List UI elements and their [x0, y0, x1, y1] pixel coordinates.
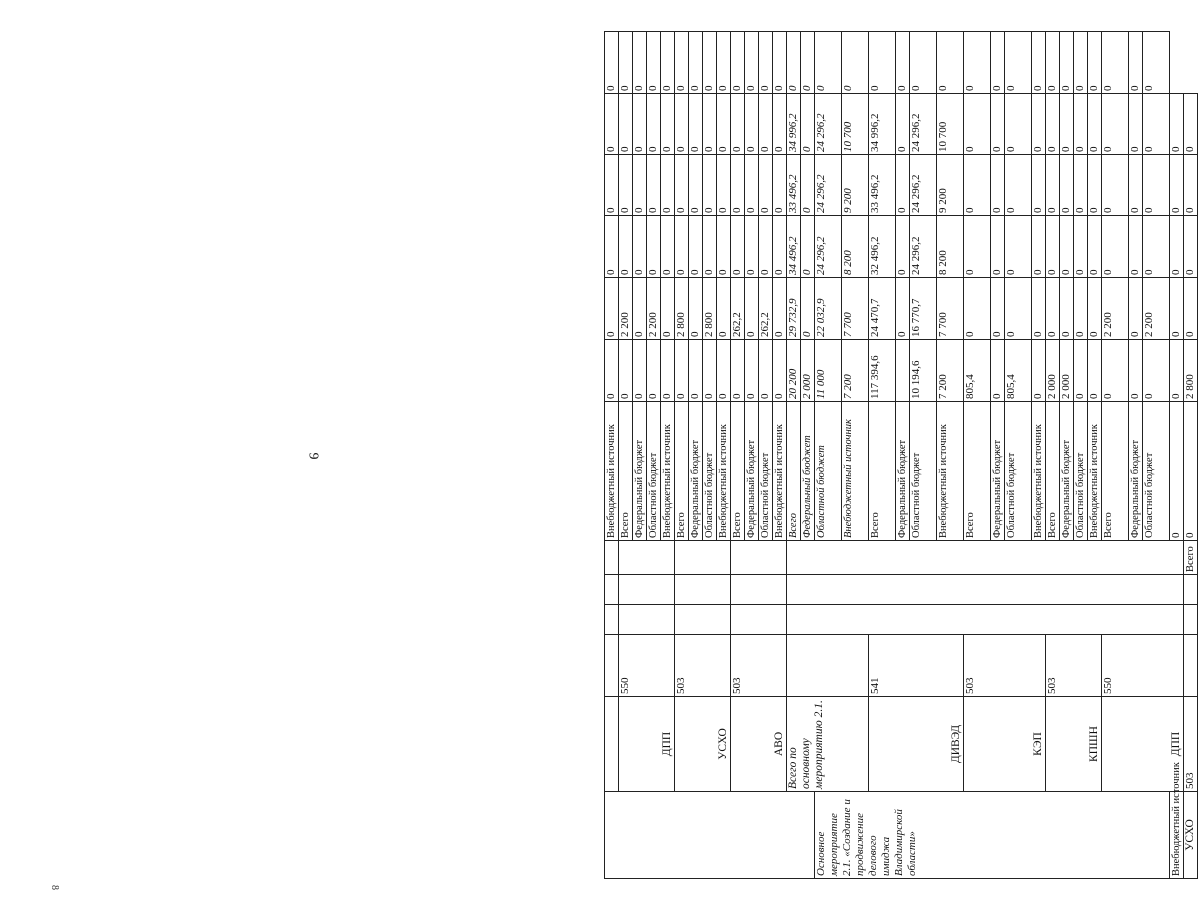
blank-cell — [1184, 605, 1198, 635]
value-cell: 0 — [1129, 278, 1143, 340]
value-cell: 0 — [1184, 94, 1198, 155]
source-cell: Областной бюджет — [910, 402, 937, 541]
value-cell: 0 — [647, 155, 661, 216]
blank-cell — [605, 575, 619, 605]
value-cell: 0 — [745, 340, 759, 402]
value-cell: 0 — [703, 155, 717, 216]
source-cell: Областной бюджет — [1074, 402, 1088, 541]
value-cell: 0 — [1129, 155, 1143, 216]
source-cell: Всего — [1102, 402, 1129, 541]
value-cell: 0 — [717, 94, 731, 155]
source-cell: Внебюджетный источник — [1170, 792, 1184, 879]
value-cell: 0 — [1184, 155, 1198, 216]
value-cell: 0 — [1032, 216, 1046, 278]
value-cell: 805,4 — [964, 340, 991, 402]
value-cell: 0 — [1074, 340, 1088, 402]
value-cell: 0 — [1088, 340, 1102, 402]
value-cell: 0 — [745, 32, 759, 94]
value-cell: 0 — [815, 32, 842, 94]
source-cell: Внебюджетный источник — [717, 402, 731, 541]
source-cell: Федеральный бюджет — [1129, 402, 1143, 541]
code-cell: 503 — [731, 635, 787, 697]
value-cell: 0 — [717, 216, 731, 278]
value-cell: 33 496,2 — [787, 155, 801, 216]
value-cell: 9 200 — [937, 155, 964, 216]
value-cell: 0 — [1088, 216, 1102, 278]
value-cell: 0 — [1074, 278, 1088, 340]
value-cell: 0 — [896, 155, 910, 216]
value-cell: 0 — [1005, 94, 1032, 155]
table-row — [675, 32, 689, 879]
source-cell: Внебюджетный источник — [937, 402, 964, 541]
value-cell: 0 — [1060, 155, 1074, 216]
value-cell: 0 — [1060, 216, 1074, 278]
value-cell: 0 — [689, 340, 703, 402]
value-cell: 0 — [689, 278, 703, 340]
value-cell: 34 996,2 — [869, 94, 896, 155]
executor-cell: КПШН — [1046, 697, 1102, 792]
value-cell: 0 — [896, 216, 910, 278]
value-cell: 0 — [1170, 94, 1184, 155]
blank-cell — [731, 605, 787, 635]
value-cell: 0 — [1102, 32, 1129, 94]
table-row — [1046, 32, 1060, 879]
value-cell: 0 — [689, 155, 703, 216]
value-cell: 2 800 — [675, 278, 689, 340]
code-cell: 541 — [869, 635, 964, 697]
value-cell: 7 200 — [937, 340, 964, 402]
value-cell: 0 — [661, 340, 675, 402]
value-cell: 33 496,2 — [869, 155, 896, 216]
value-cell: 2 200 — [1102, 278, 1129, 340]
value-cell: 0 — [703, 340, 717, 402]
value-cell: 0 — [675, 155, 689, 216]
value-cell: 2 200 — [1143, 278, 1170, 340]
value-cell: 0 — [759, 94, 773, 155]
source-cell: Всего — [619, 402, 633, 541]
value-cell: 0 — [1170, 402, 1184, 541]
value-cell: 0 — [1032, 340, 1046, 402]
value-cell: 0 — [1088, 278, 1102, 340]
value-cell: 0 — [1032, 278, 1046, 340]
value-cell: 0 — [605, 278, 619, 340]
value-cell: 7 700 — [937, 278, 964, 340]
executor-cell: ДПП — [619, 697, 675, 792]
code-cell: 550 — [619, 635, 675, 697]
value-cell: 0 — [759, 340, 773, 402]
source-cell: Внебюджетный источник — [1088, 402, 1102, 541]
value-cell: 0 — [1143, 32, 1170, 94]
value-cell: 11 000 — [815, 340, 842, 402]
value-cell: 0 — [787, 32, 801, 94]
value-cell: 0 — [731, 32, 745, 94]
value-cell: 0 — [703, 32, 717, 94]
value-cell: 0 — [1143, 155, 1170, 216]
code-cell: 550 — [1102, 635, 1184, 697]
value-cell: 0 — [1074, 32, 1088, 94]
value-cell: 0 — [773, 32, 787, 94]
value-cell: 0 — [1143, 340, 1170, 402]
value-cell: 0 — [619, 32, 633, 94]
value-cell: 0 — [991, 278, 1005, 340]
value-cell: 0 — [633, 32, 647, 94]
value-cell: 2 800 — [703, 278, 717, 340]
value-cell: 0 — [1060, 94, 1074, 155]
source-cell: Всего — [787, 402, 801, 541]
value-cell: 0 — [1046, 216, 1060, 278]
value-cell: 0 — [1046, 94, 1060, 155]
source-cell: Внебюджетный источник — [773, 402, 787, 541]
value-cell: 0 — [647, 340, 661, 402]
value-cell: 0 — [661, 155, 675, 216]
value-cell: 8 200 — [937, 216, 964, 278]
source-cell: Внебюджетный источник — [842, 402, 869, 541]
value-cell: 20 200 — [787, 340, 801, 402]
value-cell: 0 — [1184, 278, 1198, 340]
value-cell: 0 — [964, 278, 991, 340]
value-cell: 24 296,2 — [910, 155, 937, 216]
table-row — [731, 32, 745, 879]
value-cell: 0 — [675, 216, 689, 278]
value-cell: 0 — [910, 32, 937, 94]
value-cell: 0 — [605, 32, 619, 94]
value-cell: 0 — [633, 216, 647, 278]
value-cell: 0 — [991, 32, 1005, 94]
table-row — [1102, 32, 1129, 879]
value-cell: 0 — [675, 94, 689, 155]
value-cell: 2 800 — [1184, 340, 1198, 402]
value-cell: 0 — [647, 32, 661, 94]
value-cell: 0 — [1032, 94, 1046, 155]
executor-cell: Всего по основному мероприятию 2.1. — [787, 697, 869, 792]
value-cell: 0 — [991, 94, 1005, 155]
value-cell: 0 — [717, 340, 731, 402]
value-cell: 0 — [1074, 216, 1088, 278]
table-row — [605, 32, 619, 879]
value-cell: 0 — [773, 216, 787, 278]
value-cell: 0 — [1129, 340, 1143, 402]
event-cell — [605, 792, 815, 879]
page-number: 9 — [305, 452, 321, 460]
value-cell: 0 — [773, 278, 787, 340]
value-cell: 8 200 — [842, 216, 869, 278]
value-cell: 0 — [801, 155, 815, 216]
value-cell: 0 — [1005, 216, 1032, 278]
value-cell: 0 — [1046, 278, 1060, 340]
value-cell: 0 — [1102, 94, 1129, 155]
value-cell: 0 — [1005, 278, 1032, 340]
value-cell: 29 732,9 — [787, 278, 801, 340]
value-cell: 0 — [801, 94, 815, 155]
executor-cell — [605, 697, 619, 792]
blank-cell — [605, 605, 619, 635]
value-cell: 0 — [1170, 155, 1184, 216]
value-cell: 262,2 — [759, 278, 773, 340]
value-cell: 0 — [896, 278, 910, 340]
value-cell: 0 — [1046, 32, 1060, 94]
value-cell: 0 — [801, 216, 815, 278]
executor-cell: АВО — [731, 697, 787, 792]
value-cell: 0 — [731, 155, 745, 216]
value-cell: 0 — [675, 32, 689, 94]
blank-cell — [1184, 635, 1198, 697]
source-cell: Внебюджетный источник — [605, 402, 619, 541]
blank-cell — [619, 541, 675, 575]
value-cell: 0 — [1060, 278, 1074, 340]
blank-cell — [731, 575, 787, 605]
value-cell: 0 — [647, 216, 661, 278]
value-cell: 0 — [896, 94, 910, 155]
value-cell: 0 — [703, 216, 717, 278]
source-cell: Всего — [1184, 541, 1198, 575]
value-cell: 24 296,2 — [910, 94, 937, 155]
value-cell: 0 — [1102, 340, 1129, 402]
value-cell: 0 — [991, 340, 1005, 402]
table-row — [869, 32, 896, 879]
value-cell: 0 — [605, 216, 619, 278]
value-cell — [896, 340, 910, 402]
blank-cell — [675, 541, 731, 575]
value-cell: 32 496,2 — [869, 216, 896, 278]
value-cell: 0 — [717, 155, 731, 216]
value-cell: 0 — [689, 32, 703, 94]
value-cell: 0 — [1170, 278, 1184, 340]
value-cell: 0 — [731, 216, 745, 278]
blank-cell — [675, 605, 731, 635]
value-cell: 0 — [1088, 94, 1102, 155]
value-cell: 0 — [661, 32, 675, 94]
value-cell: 0 — [1184, 402, 1198, 541]
source-cell: Федеральный бюджет — [633, 402, 647, 541]
value-cell: 0 — [661, 216, 675, 278]
executor-cell: КЭП — [964, 697, 1046, 792]
value-cell: 0 — [633, 155, 647, 216]
value-cell: 24 470,7 — [869, 278, 896, 340]
blank-cell — [675, 575, 731, 605]
value-cell: 0 — [964, 155, 991, 216]
value-cell: 0 — [745, 216, 759, 278]
value-cell: 0 — [896, 32, 910, 94]
value-cell: 0 — [1184, 216, 1198, 278]
source-cell: Всего — [869, 402, 896, 541]
value-cell: 24 296,2 — [910, 216, 937, 278]
value-cell: 0 — [633, 94, 647, 155]
value-cell: 0 — [869, 32, 896, 94]
executor-cell: УСХО — [675, 697, 731, 792]
value-cell: 0 — [717, 278, 731, 340]
value-cell: 24 296,2 — [815, 155, 842, 216]
executor-cell: УСХО — [1184, 792, 1198, 879]
value-cell: 0 — [1129, 216, 1143, 278]
value-cell: 0 — [661, 94, 675, 155]
value-cell: 117 394,6 — [869, 340, 896, 402]
value-cell: 34 996,2 — [787, 94, 801, 155]
source-cell: Федеральный бюджет — [745, 402, 759, 541]
table-row — [1184, 32, 1198, 879]
value-cell: 0 — [745, 278, 759, 340]
value-cell: 10 194,6 — [910, 340, 937, 402]
value-cell: 0 — [1032, 155, 1046, 216]
value-cell: 0 — [1088, 32, 1102, 94]
blank-cell — [787, 575, 1184, 605]
value-cell: 0 — [1005, 155, 1032, 216]
source-cell: Федеральный бюджет — [991, 402, 1005, 541]
value-cell: 0 — [675, 340, 689, 402]
value-cell: 0 — [759, 155, 773, 216]
code-cell — [787, 635, 869, 697]
value-cell: 0 — [801, 32, 815, 94]
value-cell: 0 — [1074, 94, 1088, 155]
value-cell: 22 032,9 — [815, 278, 842, 340]
table-row — [619, 32, 633, 879]
value-cell: 0 — [619, 340, 633, 402]
value-cell: 0 — [759, 32, 773, 94]
value-cell: 0 — [619, 155, 633, 216]
source-cell: Федеральный бюджет — [689, 402, 703, 541]
source-cell: Федеральный бюджет — [801, 402, 815, 541]
value-cell: 0 — [1088, 155, 1102, 216]
value-cell: 0 — [703, 94, 717, 155]
table-row — [787, 32, 801, 879]
value-cell: 0 — [1129, 94, 1143, 155]
blank-cell — [787, 605, 1184, 635]
blank-cell — [619, 605, 675, 635]
value-cell: 0 — [1032, 32, 1046, 94]
value-cell: 262,2 — [731, 278, 745, 340]
value-cell: 0 — [717, 32, 731, 94]
code-cell: 503 — [1184, 697, 1198, 792]
value-cell: 0 — [964, 94, 991, 155]
value-cell: 0 — [1060, 32, 1074, 94]
value-cell: 0 — [1129, 32, 1143, 94]
value-cell: 34 496,2 — [787, 216, 801, 278]
value-cell: 24 296,2 — [815, 216, 842, 278]
value-cell: 0 — [745, 155, 759, 216]
code-cell — [605, 635, 619, 697]
value-cell: 0 — [773, 94, 787, 155]
corner-mark: 8 — [49, 885, 60, 890]
value-cell: 0 — [633, 340, 647, 402]
value-cell: 10 700 — [842, 94, 869, 155]
value-cell: 2 000 — [801, 340, 815, 402]
code-cell: 503 — [964, 635, 1046, 697]
value-cell: 0 — [773, 155, 787, 216]
value-cell: 0 — [991, 155, 1005, 216]
blank-cell — [619, 575, 675, 605]
source-cell: Областной бюджет — [1005, 402, 1032, 541]
source-cell: Всего — [731, 402, 745, 541]
value-cell: 0 — [964, 32, 991, 94]
value-cell: 0 — [661, 278, 675, 340]
value-cell: 0 — [1143, 94, 1170, 155]
value-cell: 0 — [689, 216, 703, 278]
code-cell: 503 — [1046, 635, 1102, 697]
value-cell: 2 200 — [647, 278, 661, 340]
value-cell: 0 — [731, 94, 745, 155]
value-cell: 0 — [842, 32, 869, 94]
value-cell: 0 — [605, 340, 619, 402]
value-cell: 7 200 — [842, 340, 869, 402]
budget-table — [604, 31, 1198, 879]
value-cell: 0 — [605, 94, 619, 155]
value-cell: 0 — [633, 278, 647, 340]
blank-cell — [731, 541, 787, 575]
blank-cell — [605, 541, 619, 575]
source-cell: Областной бюджет — [703, 402, 717, 541]
table-row — [964, 32, 991, 879]
value-cell: 0 — [1074, 155, 1088, 216]
code-cell: 503 — [675, 635, 731, 697]
source-cell: Внебюджетный источник — [1032, 402, 1046, 541]
blank-cell — [1184, 575, 1198, 605]
value-cell: 0 — [937, 32, 964, 94]
value-cell: 0 — [1005, 32, 1032, 94]
source-cell: Областной бюджет — [1143, 402, 1170, 541]
value-cell: 2 000 — [1046, 340, 1060, 402]
value-cell: 16 770,7 — [910, 278, 937, 340]
value-cell: 2 200 — [619, 278, 633, 340]
value-cell: 0 — [689, 94, 703, 155]
executor-cell: ДИВЭД — [869, 697, 964, 792]
value-cell: 0 — [964, 216, 991, 278]
value-cell: 0 — [1046, 155, 1060, 216]
source-cell: Областной бюджет — [759, 402, 773, 541]
value-cell: 0 — [1170, 340, 1184, 402]
value-cell: 0 — [1102, 216, 1129, 278]
source-cell: Всего — [964, 402, 991, 541]
value-cell: 0 — [1170, 216, 1184, 278]
blank-cell — [787, 541, 1184, 575]
source-cell: Федеральный бюджет — [1060, 402, 1074, 541]
source-cell: Областной бюджет — [647, 402, 661, 541]
value-cell: 0 — [991, 216, 1005, 278]
value-cell: 0 — [731, 340, 745, 402]
value-cell: 9 200 — [842, 155, 869, 216]
value-cell: 805,4 — [1005, 340, 1032, 402]
event-cell: Основное мероприятие 2.1. «Создание и продвижение делового имиджа Владимирской области» — [815, 792, 1170, 879]
executor-cell: ДПП — [1102, 697, 1184, 792]
source-cell: Всего — [675, 402, 689, 541]
source-cell: Федеральный бюджет — [896, 402, 910, 541]
value-cell: 0 — [1102, 155, 1129, 216]
value-cell: 24 296,2 — [815, 94, 842, 155]
value-cell: 0 — [801, 278, 815, 340]
value-cell: 0 — [745, 94, 759, 155]
value-cell: 10 700 — [937, 94, 964, 155]
value-cell: 0 — [773, 340, 787, 402]
value-cell: 0 — [619, 216, 633, 278]
rotated-table-wrapper — [604, 32, 1196, 879]
source-cell: Областной бюджет — [815, 402, 842, 541]
value-cell: 0 — [619, 94, 633, 155]
value-cell: 0 — [647, 94, 661, 155]
source-cell: Всего — [1046, 402, 1060, 541]
value-cell: 0 — [1143, 216, 1170, 278]
source-cell: Внебюджетный источник — [661, 402, 675, 541]
table-body — [605, 32, 1198, 879]
value-cell: 7 700 — [842, 278, 869, 340]
value-cell: 2 000 — [1060, 340, 1074, 402]
value-cell: 0 — [759, 216, 773, 278]
value-cell: 0 — [605, 155, 619, 216]
